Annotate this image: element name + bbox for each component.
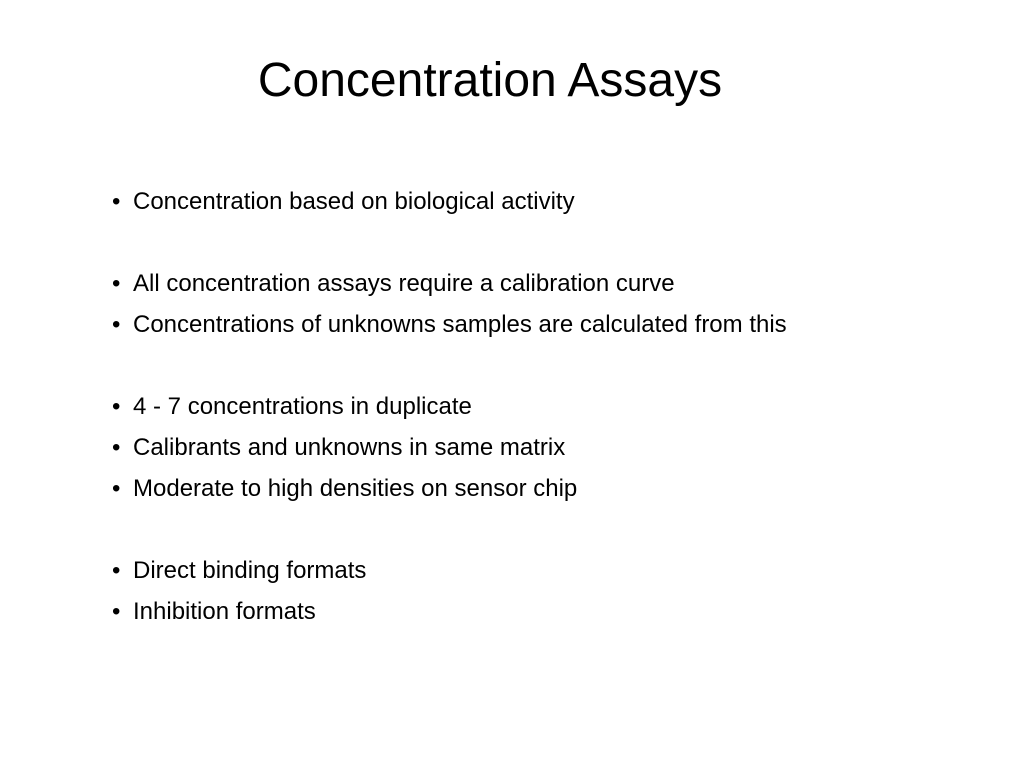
bullet-item <box>112 556 366 586</box>
bullet-text: Concentration based on biological activity <box>133 188 575 215</box>
bullet-text: Concentrations of unknowns samples are calculated from this <box>133 311 787 338</box>
bullet-marker: • <box>112 311 121 338</box>
bullet-text: Calibrants and unknowns in same matrix <box>133 434 566 461</box>
bullet-marker: • <box>112 270 121 297</box>
bullet-marker: • <box>112 557 121 584</box>
bullet-text: Moderate to high densities on sensor chip <box>133 475 578 502</box>
bullet-text: 4 - 7 concentrations in duplicate <box>133 393 472 420</box>
bullet-item <box>112 187 575 217</box>
bullet-item <box>112 474 577 504</box>
bullet-item <box>112 269 675 299</box>
bullet-marker: • <box>112 393 121 420</box>
slide-title: Concentration Assays <box>257 54 723 107</box>
bullet-marker: • <box>112 475 121 502</box>
bullet-marker: • <box>112 188 121 215</box>
bullet-marker: • <box>112 434 121 461</box>
bullet-item <box>112 392 472 422</box>
bullet-text: All concentration assays require a calibration curve <box>133 270 675 297</box>
bullet-item <box>112 433 565 463</box>
bullet-item <box>112 597 316 627</box>
bullet-marker: • <box>112 598 121 625</box>
bullet-text: Inhibition formats <box>133 598 316 625</box>
bullet-item <box>112 310 787 340</box>
bullet-text: Direct binding formats <box>133 557 367 584</box>
